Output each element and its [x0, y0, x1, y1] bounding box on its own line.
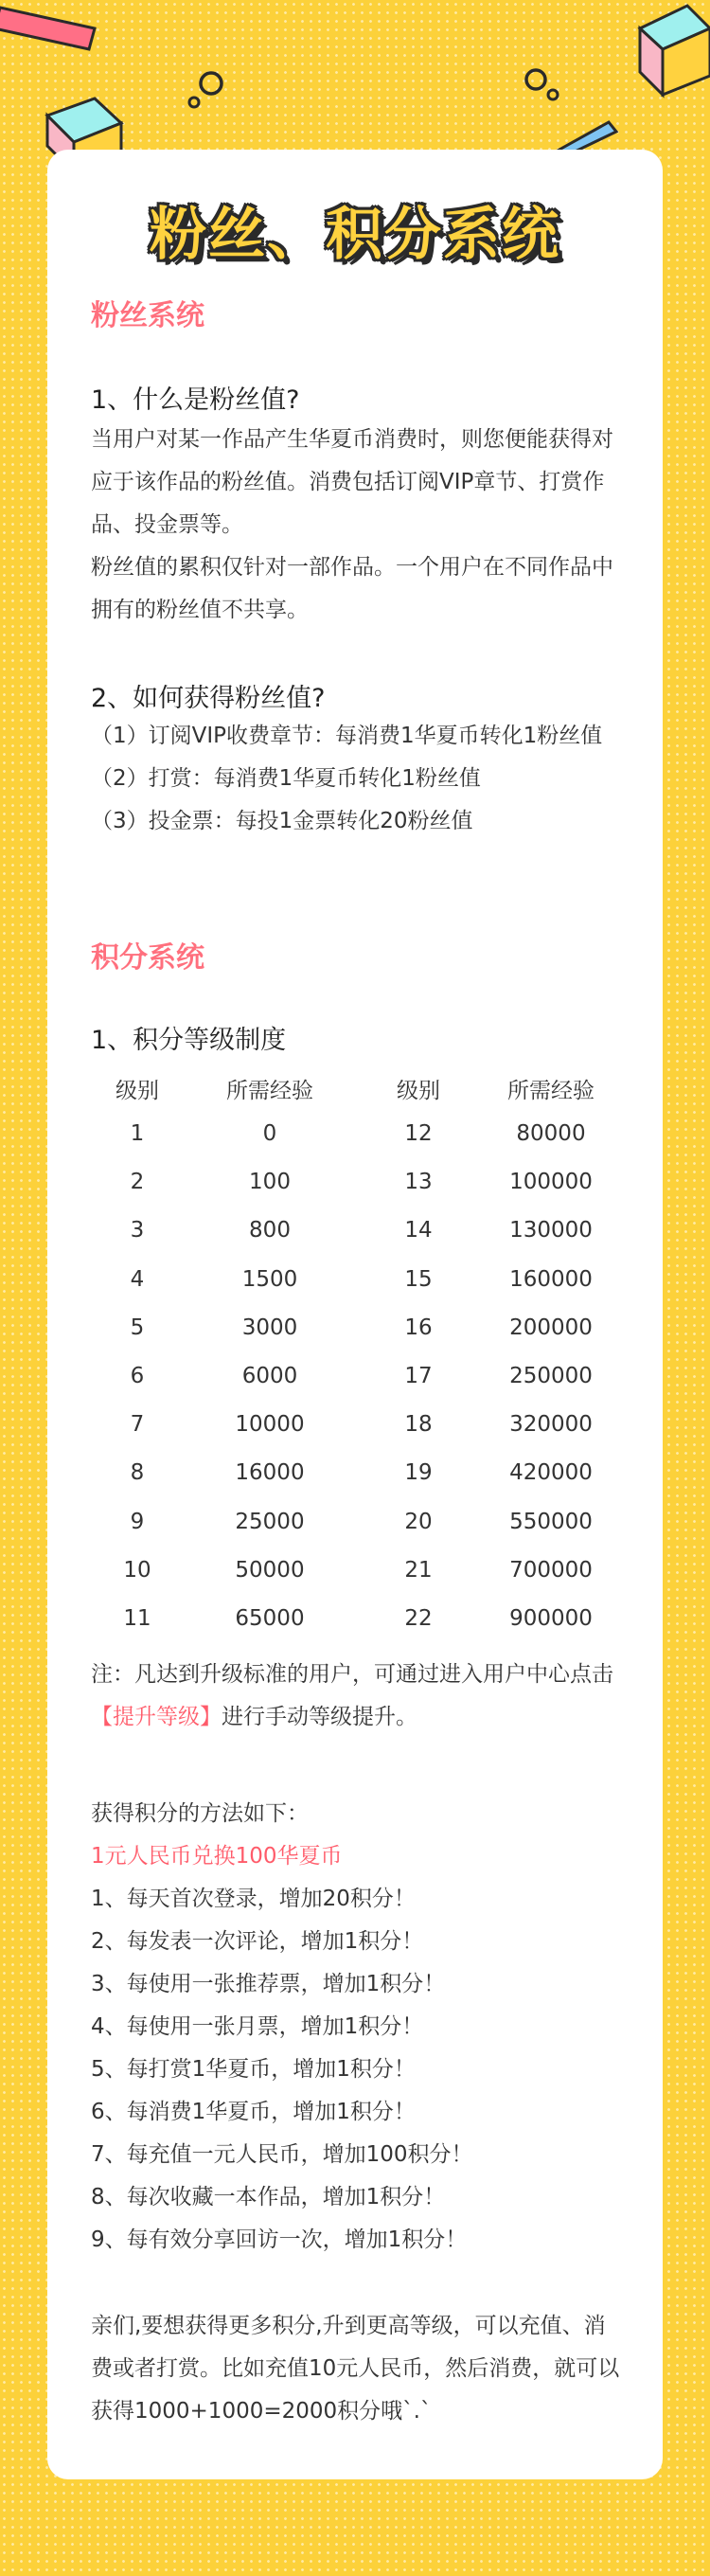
table-cell-exp: 250000 [509, 1364, 593, 1388]
fans-question-1-paragraph-1: 当用户对某一作品产生华夏币消费时，则您便能获得对应于该作品的粉丝值。消费包括订阅VIP章节、打赏作品、投金票等。 [91, 427, 613, 537]
table-cell-level: 11 [123, 1606, 151, 1631]
table-cell-exp: 1500 [241, 1266, 298, 1292]
points-method-item: 3、每使用一张推荐票，增加1积分！ [91, 1972, 446, 1996]
table-cell-exp: 100 [249, 1170, 291, 1195]
table-cell-exp: 320000 [509, 1412, 593, 1438]
table-cell-exp: 80000 [516, 1121, 586, 1146]
table-cell-level: 3 [130, 1218, 145, 1243]
table-cell-level: 21 [404, 1557, 433, 1583]
points-method-item: 1、每天首次登录，增加20积分！ [91, 1887, 416, 1911]
table-cell-exp: 10000 [235, 1412, 305, 1438]
table-cell-exp: 16000 [235, 1460, 305, 1486]
table-cell-level: 17 [404, 1364, 433, 1388]
table-cell-level: 1 [130, 1121, 145, 1146]
table-cell-level: 12 [404, 1121, 433, 1146]
table-cell-level: 16 [404, 1315, 433, 1340]
table-cell-exp: 160000 [509, 1266, 593, 1292]
upgrade-note [91, 1654, 626, 1739]
points-method-item: 8、每次收藏一本作品，增加1积分！ [91, 2185, 446, 2209]
table-cell-exp: 130000 [509, 1218, 593, 1243]
fans-question-1-title: 1、什么是粉丝值? [91, 385, 300, 415]
points-method-item: 9、每有效分享回访一次，增加1积分！ [91, 2227, 468, 2252]
table-cell-exp: 50000 [235, 1557, 305, 1583]
table-header-exp: 所需经验 [507, 1079, 595, 1103]
table-cell-exp: 420000 [509, 1460, 593, 1486]
exchange-rate: 1元人民币兑换100华夏币 [91, 1844, 343, 1869]
points-level-title: 1、积分等级制度 [91, 1026, 287, 1055]
table-cell-level: 13 [404, 1170, 433, 1195]
table-cell-exp: 25000 [235, 1509, 305, 1534]
table-cell-exp: 800 [249, 1218, 291, 1243]
table-cell-level: 19 [404, 1460, 433, 1486]
table-cell-exp: 900000 [509, 1606, 593, 1631]
table-cell-exp: 100000 [509, 1170, 593, 1195]
table-cell-level: 22 [404, 1606, 433, 1631]
bubble-decoration-right [519, 66, 566, 104]
table-cell-exp: 3000 [241, 1315, 298, 1340]
table-cell-level: 9 [130, 1509, 145, 1534]
table-cell-exp: 700000 [509, 1557, 593, 1583]
points-method-item: 5、每打赏1华夏币，增加1积分！ [91, 2057, 416, 2082]
points-method-item: 6、每消费1华夏币，增加1积分！ [91, 2100, 416, 2124]
table-cell-level: 10 [123, 1557, 151, 1583]
points-method-item: 7、每充值一元人民币，增加100积分！ [91, 2142, 473, 2167]
table-header-exp: 所需经验 [226, 1079, 313, 1103]
closing-paragraph: 亲们,要想获得更多积分,升到更高等级，可以充值、消费或者打赏。比如充值10元人民币，然后消费，就可以获得1000+1000=2000积分哦`.` [91, 2314, 620, 2424]
table-cell-exp: 6000 [241, 1364, 298, 1388]
fans-method-item: （2）打赏：每消费1华夏币转化1粉丝值 [91, 766, 481, 791]
table-cell-exp: 65000 [235, 1606, 305, 1631]
pink-bar-decoration [0, 0, 114, 57]
cube-decoration-right [632, 0, 710, 104]
table-cell-level: 7 [130, 1412, 145, 1438]
table-cell-level: 4 [130, 1266, 145, 1292]
fans-question-1-paragraph-2: 粉丝值的累积仅针对一部作品。一个用户在不同作品中拥有的粉丝值不共享。 [91, 555, 613, 622]
table-cell-level: 14 [404, 1218, 433, 1243]
table-cell-level: 5 [130, 1315, 145, 1340]
table-header-level: 级别 [115, 1079, 159, 1103]
bubble-decoration-left [185, 66, 232, 114]
table-cell-level: 18 [404, 1412, 433, 1438]
table-header-level: 级别 [397, 1079, 440, 1103]
table-cell-level: 20 [404, 1509, 433, 1534]
upgrade-level-link[interactable]: 【提升等级】 [91, 1705, 222, 1729]
upgrade-note-suffix: 进行手动等级提升。 [222, 1705, 417, 1729]
points-method-item: 4、每使用一张月票，增加1积分！ [91, 2014, 424, 2039]
points-method-item: 2、每发表一次评论，增加1积分！ [91, 1929, 424, 1954]
page-title: 粉丝、积分系统 [150, 202, 560, 268]
fans-section-title: 粉丝系统 [91, 299, 204, 332]
table-cell-exp: 0 [262, 1121, 277, 1146]
table-cell-exp: 200000 [509, 1315, 593, 1340]
points-section-title: 积分系统 [91, 941, 204, 975]
content-card [47, 150, 663, 2479]
table-cell-level: 2 [130, 1170, 145, 1195]
methods-title: 获得积分的方法如下： [91, 1801, 309, 1826]
fans-method-item: （3）投金票：每投1金票转化20粉丝值 [91, 809, 473, 833]
upgrade-note-text: 注：凡达到升级标准的用户，可通过进入用户中心点击 [91, 1662, 613, 1687]
table-cell-exp: 550000 [509, 1509, 593, 1534]
fans-method-item: （1）订阅VIP收费章节：每消费1华夏币转化1粉丝值 [91, 724, 603, 748]
table-cell-level: 8 [130, 1460, 145, 1486]
table-cell-level: 15 [404, 1266, 433, 1292]
table-cell-level: 6 [130, 1364, 145, 1388]
fans-question-2-title: 2、如何获得粉丝值? [91, 684, 326, 713]
